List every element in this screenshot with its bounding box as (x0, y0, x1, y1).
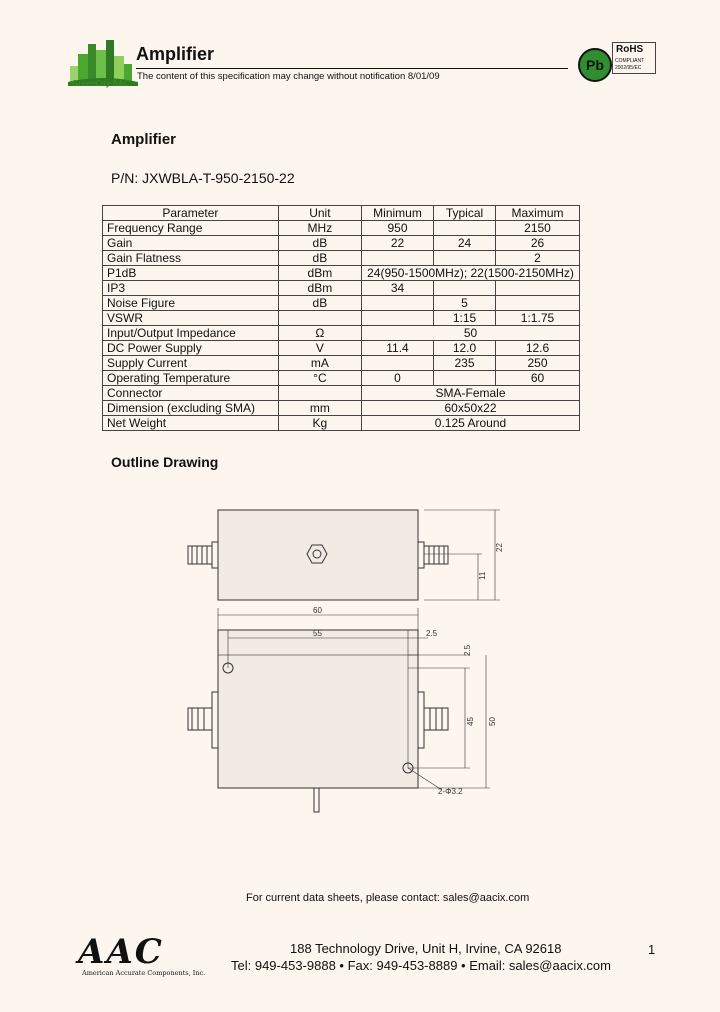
cell-unit: dBm (278, 281, 361, 296)
header-unit: Unit (278, 206, 361, 221)
cell-max (495, 296, 579, 311)
cell-span: 0.125 Around (362, 416, 580, 431)
dim-edge-offset-top: 2.5 (463, 644, 472, 656)
header-minimum: Minimum (362, 206, 434, 221)
cell-param: VSWR (103, 311, 279, 326)
cell-min (362, 356, 434, 371)
cell-max: 2 (495, 251, 579, 266)
company-address: 188 Technology Drive, Unit H, Irvine, CA 92618 (290, 941, 562, 956)
cell-unit (278, 386, 361, 401)
cell-typ (434, 371, 496, 386)
cell-unit: MHz (278, 221, 361, 236)
cell-typ (434, 281, 496, 296)
spec-table-body (103, 221, 580, 431)
rohs-badge (612, 42, 656, 74)
cell-span: 24(950-1500MHz); 22(1500-2150MHz) (362, 266, 580, 281)
header-parameter: Parameter (103, 206, 279, 221)
cell-typ: 1:15 (434, 311, 496, 326)
header-typical: Typical (434, 206, 496, 221)
spec-table-header (103, 206, 580, 221)
table-row (103, 371, 580, 386)
cell-min (362, 296, 434, 311)
document-title: Amplifier (111, 131, 177, 148)
cell-max: 12.6 (495, 341, 579, 356)
top-body (218, 630, 418, 788)
cell-max: 60 (495, 371, 579, 386)
spec-table (102, 205, 580, 431)
cell-min (362, 311, 434, 326)
rohs-directive: 2002/95/EC (615, 65, 642, 71)
cell-param: Supply Current (103, 356, 279, 371)
cell-unit (278, 311, 361, 326)
cell-max: 250 (495, 356, 579, 371)
cell-param: Gain (103, 236, 279, 251)
cell-max: 1:1.75 (495, 311, 579, 326)
cell-typ (434, 251, 496, 266)
page-number: 1 (648, 942, 656, 957)
outline-drawing (170, 490, 530, 830)
cell-unit: dBm (278, 266, 361, 281)
cell-min: 11.4 (362, 341, 434, 356)
cell-min: 22 (362, 236, 434, 251)
cell-unit: dB (278, 236, 361, 251)
table-row (103, 341, 580, 356)
top-left-flange (212, 692, 218, 748)
cell-unit: dB (278, 296, 361, 311)
dim-height-total: 22 (495, 543, 504, 552)
cell-typ: 235 (434, 356, 496, 371)
cell-unit: Kg (278, 416, 361, 431)
table-row (103, 386, 580, 401)
dim-hole-spacing: 55 (313, 629, 322, 638)
cell-unit: Ω (278, 326, 361, 341)
cell-min (362, 251, 434, 266)
table-row (103, 221, 580, 236)
cell-param: Frequency Range (103, 221, 279, 236)
side-view (188, 510, 500, 600)
cell-min: 0 (362, 371, 434, 386)
table-row (103, 401, 580, 416)
table-row (103, 236, 580, 251)
cell-param: Connector (103, 386, 279, 401)
cell-param: P1dB (103, 266, 279, 281)
outline-title: Outline Drawing (111, 454, 219, 470)
logo-text: GreenCity AAC (72, 79, 130, 88)
table-row (103, 326, 580, 341)
cell-max: 26 (495, 236, 579, 251)
cell-span: 50 (362, 326, 580, 341)
cell-param: Gain Flatness (103, 251, 279, 266)
table-row (103, 266, 580, 281)
dim-depth-total: 50 (488, 717, 497, 726)
cell-unit: mm (278, 401, 361, 416)
cell-typ: 5 (434, 296, 496, 311)
dim-depth-holes: 45 (466, 717, 475, 726)
dim-height-half: 11 (478, 571, 487, 580)
cell-param: DC Power Supply (103, 341, 279, 356)
cell-unit: mA (278, 356, 361, 371)
table-row (103, 416, 580, 431)
side-right-flange (418, 542, 424, 568)
dim-width-total: 60 (313, 606, 322, 615)
company-contact: Tel: 949-453-9888 • Fax: 949-453-8889 • Email: sales@aacix.com (231, 958, 611, 973)
dc-pin (314, 788, 319, 812)
table-row (103, 251, 580, 266)
cell-min: 34 (362, 281, 434, 296)
change-notice: The content of this specification may change without notification 8/01/09 (137, 71, 440, 82)
company-name: American Accurate Components, Inc. (82, 969, 206, 977)
cell-param: Net Weight (103, 416, 279, 431)
cell-typ (434, 221, 496, 236)
header-maximum: Maximum (495, 206, 579, 221)
cell-param: IP3 (103, 281, 279, 296)
cell-typ: 24 (434, 236, 496, 251)
table-row (103, 281, 580, 296)
part-number: P/N: JXWBLA-T-950-2150-22 (111, 170, 295, 186)
header-title: Amplifier (136, 44, 215, 64)
cell-unit: V (278, 341, 361, 356)
cell-param: Operating Temperature (103, 371, 279, 386)
cell-span: 60x50x22 (362, 401, 580, 416)
footer-note: For current data sheets, please contact: sales@aacix.com (246, 892, 530, 904)
rohs-compliant: COMPLIANT (615, 58, 645, 64)
pb-free-icon: Pb (578, 48, 612, 82)
rohs-label: RoHS (616, 44, 644, 55)
side-left-flange (212, 542, 218, 568)
cell-max: 2150 (495, 221, 579, 236)
side-body (218, 510, 418, 600)
cell-span: SMA-Female (362, 386, 580, 401)
cell-max (495, 281, 579, 296)
top-view (188, 608, 490, 812)
header-rule (136, 68, 568, 69)
table-row (103, 296, 580, 311)
cell-min: 950 (362, 221, 434, 236)
hole-callout: 2-Φ3.2 (438, 787, 463, 796)
dim-edge-offset: 2.5 (426, 629, 438, 638)
cell-typ: 12.0 (434, 341, 496, 356)
cell-param: Input/Output Impedance (103, 326, 279, 341)
cell-param: Noise Figure (103, 296, 279, 311)
cell-unit: dB (278, 251, 361, 266)
top-right-flange (418, 692, 424, 748)
aac-logo: AAC (78, 932, 164, 972)
table-row (103, 356, 580, 371)
cell-unit: °C (278, 371, 361, 386)
table-row (103, 311, 580, 326)
cell-param: Dimension (excluding SMA) (103, 401, 279, 416)
